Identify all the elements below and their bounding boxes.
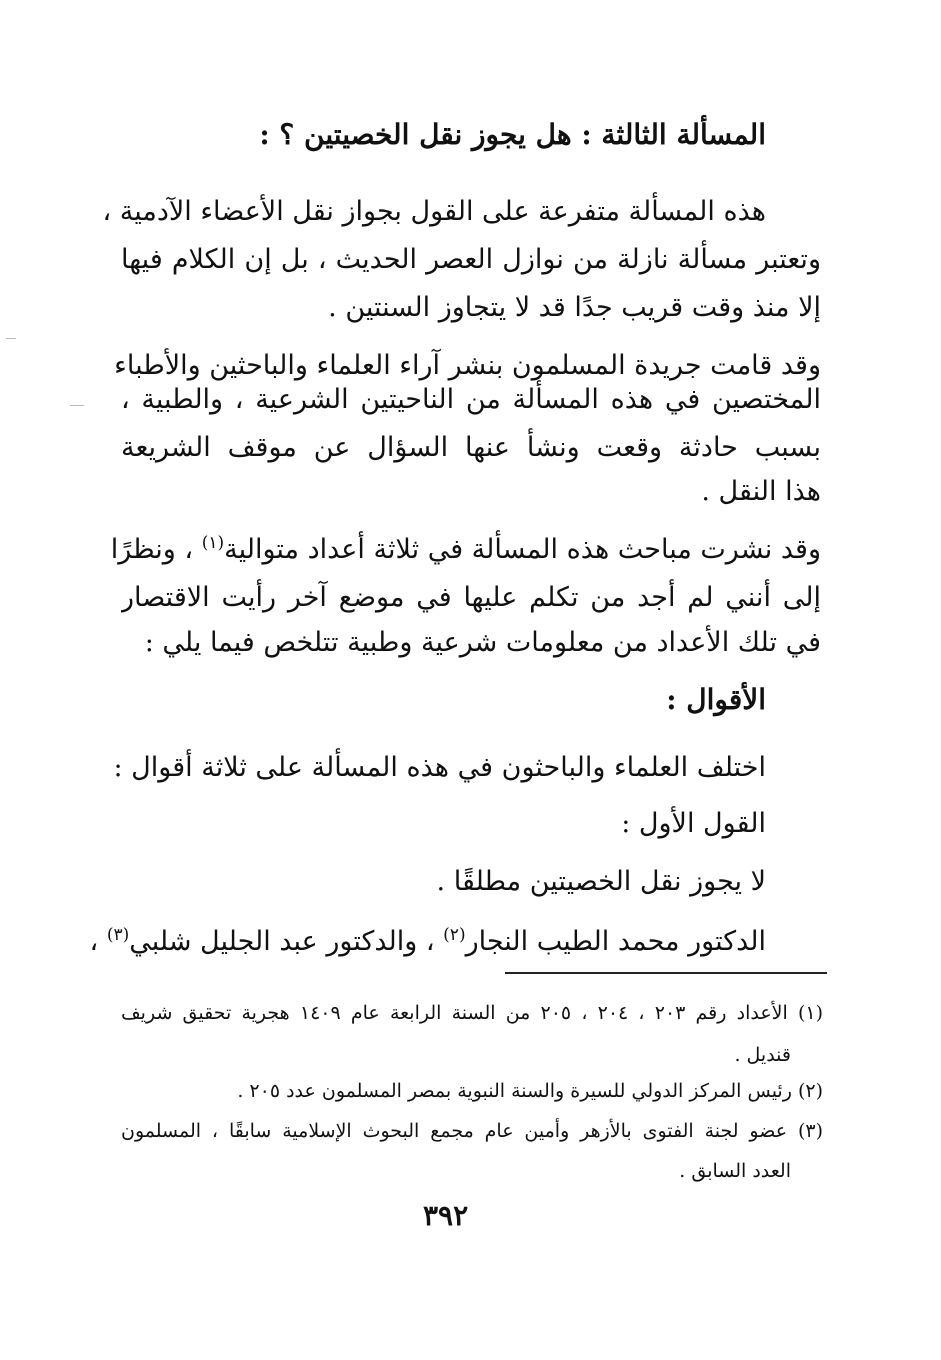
- paragraph-3-line-2: إلى أنني لم أجد من تكلم عليها في موضع آخر رأيت الاقتصار: [121, 582, 821, 613]
- paragraph-3-line-1-end: ، ونظرًا: [110, 534, 202, 565]
- footnote-ref-2: (٢): [443, 925, 466, 945]
- page-number: ٣٩٢: [423, 1199, 469, 1232]
- paragraph-1-line-3: إلا منذ وقت قريب جدًا قد لا يتجاوز السنتين .: [328, 292, 821, 323]
- footnote-3-line-1: (٣) عضو لجنة الفتوى بالأزهر وأمين عام مجمع البحوث الإسلامية سابقًا ، المسلمون: [121, 1120, 823, 1142]
- paragraph-3-line-1-text: وقد نشرت مباحث هذه المسألة في ثلاثة أعداد متوالية: [224, 534, 821, 565]
- scan-edge-mark: [6, 338, 16, 339]
- section-heading: المسألة الثالثة : هل يجوز نقل الخصيتين ؟ :: [259, 118, 766, 151]
- footnote-1-line-2: قنديل .: [734, 1044, 791, 1066]
- footnote-ref-1: (١): [201, 533, 225, 553]
- first-opinion-text: لا يجوز نقل الخصيتين مطلقًا .: [436, 866, 766, 897]
- paragraph-3-line-3: في تلك الأعداد من معلومات شرعية وطبية تتلخص فيما يلي :: [144, 627, 821, 658]
- footnote-separator: [505, 972, 827, 974]
- scan-edge-mark: [70, 405, 84, 406]
- proponent-2: ، والدكتور عبد الجليل شلبي: [129, 926, 444, 957]
- paragraph-2-line-2: المختصين في هذه المسألة من الناحيتين الشرعية ، والطبية ،: [121, 384, 821, 415]
- proponent-1: الدكتور محمد الطيب النجار: [465, 926, 766, 957]
- footnote-1-line-1: (١) الأعداد رقم ٢٠٣ ، ٢٠٤ ، ٢٠٥ من السنة الرابعة عام ١٤٠٩ هجرية تحقيق شريف: [121, 1002, 823, 1024]
- first-opinion-label: القول الأول :: [621, 808, 766, 839]
- paragraph-1-line-2: وتعتبر مسألة نازلة من نوازل العصر الحديث ، بل إن الكلام فيها: [121, 244, 821, 275]
- proponents-line-end: ،: [89, 926, 107, 957]
- paragraph-2-line-3: بسبب حادثة وقعت ونشأ عنها السؤال عن موقف الشريعة: [121, 432, 821, 463]
- proponents-line: [90, 922, 766, 962]
- footnote-2: (٢) رئيس المركز الدولي للسيرة والسنة النبوية بمصر المسلمون عدد ٢٠٥ .: [237, 1080, 823, 1102]
- paragraph-2-line-1: وقد قامت جريدة المسلمون بنشر آراء العلماء والباحثين والأطباء: [114, 350, 821, 381]
- opinions-heading: الأقوال :: [666, 683, 766, 716]
- paragraph-1-line-1: هذه المسألة متفرعة على القول بجواز نقل الأعضاء الآدمية ،: [102, 196, 766, 227]
- opinions-intro: اختلف العلماء والباحثون في هذه المسألة على ثلاثة أقوال :: [113, 752, 766, 783]
- footnote-ref-3: (٣): [106, 925, 130, 945]
- paragraph-2-line-4: هذا النقل .: [701, 476, 821, 507]
- paragraph-3-line-1: [111, 530, 821, 570]
- footnote-3-line-2: العدد السابق .: [679, 1160, 791, 1182]
